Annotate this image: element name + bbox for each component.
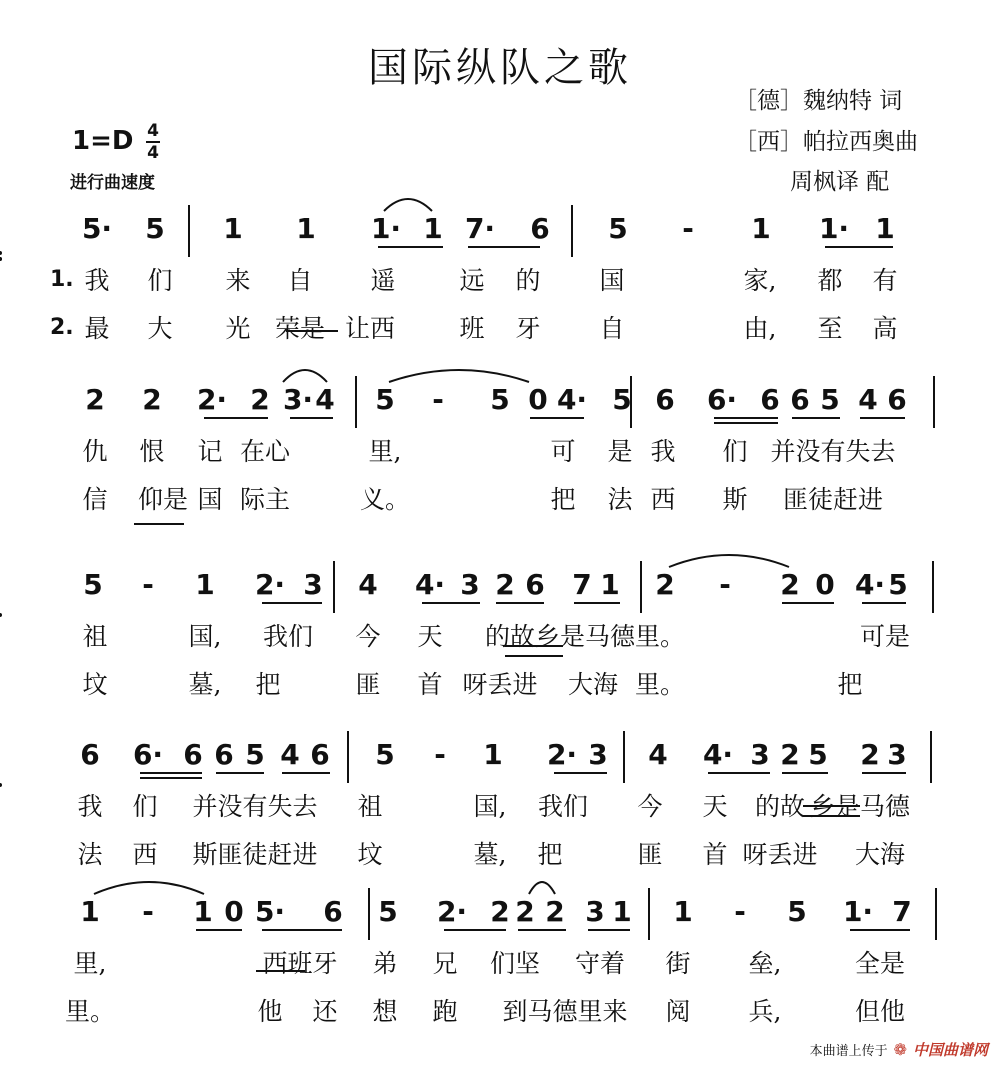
jianpu-note: 1 — [80, 895, 100, 928]
lyric-syllable: 自 — [599, 314, 625, 343]
barline — [640, 561, 642, 613]
duration-underline — [782, 602, 834, 604]
jianpu-note: 5· — [81, 212, 113, 245]
jianpu-note: - — [142, 895, 154, 928]
footer — [810, 1039, 988, 1060]
jianpu-note: 3 — [460, 568, 480, 601]
lyric-melisma-line — [134, 523, 184, 525]
duration-underline — [714, 417, 778, 424]
lyric-syllable: 首 — [702, 840, 728, 869]
duration-underline — [574, 602, 620, 604]
barline — [648, 888, 650, 940]
jianpu-note: 3 — [588, 738, 608, 771]
jianpu-note: - — [432, 383, 444, 416]
lyric-syllable: 把 — [255, 670, 281, 699]
lyric-syllable: 匪 — [637, 840, 663, 869]
slur-tie — [93, 876, 205, 896]
lyric-syllable: 兄 — [432, 949, 458, 978]
jianpu-note: 5· — [254, 895, 286, 928]
lyric-syllable: 守着 — [574, 949, 626, 978]
jianpu-note: 4· — [702, 738, 734, 771]
lyric-syllable: 都 — [817, 266, 843, 295]
low-octave-dot — [0, 251, 2, 255]
jianpu-note: - — [734, 895, 746, 928]
lyric-syllable: 他 — [257, 997, 283, 1026]
jianpu-note: 6 — [80, 738, 100, 771]
duration-underline — [422, 602, 480, 604]
song-title: 国际纵队之歌 — [368, 45, 632, 91]
jianpu-note: 2 — [860, 738, 880, 771]
jianpu-note: 5 — [145, 212, 165, 245]
lyric-syllable: 的 — [515, 266, 541, 295]
lyric-melisma-line — [286, 330, 338, 332]
lyric-syllable: 由, — [743, 314, 777, 343]
lyric-syllable: 在心 — [239, 437, 291, 466]
lyric-syllable: 但他 — [854, 997, 906, 1026]
lyric-syllable: 里, — [368, 437, 402, 466]
lyric-melisma-line — [803, 805, 860, 807]
lyric-syllable: 呀丢进 — [462, 670, 538, 699]
lyric-syllable: 把 — [537, 840, 563, 869]
jianpu-note: 7· — [464, 212, 496, 245]
jianpu-note: 5 — [83, 568, 103, 601]
lyric-syllable: 想 — [372, 997, 398, 1026]
jianpu-note: 6 — [790, 383, 810, 416]
lyric-syllable: 跑 — [432, 997, 458, 1026]
duration-underline — [782, 772, 828, 774]
duration-underline — [554, 772, 607, 774]
verse-number: 1. — [50, 267, 74, 292]
lyric-syllable: 匪 — [355, 670, 381, 699]
duration-underline — [204, 417, 268, 419]
lyric-syllable: 们 — [722, 437, 748, 466]
site-logo-icon: ❁ — [893, 1040, 907, 1059]
duration-underline — [825, 246, 893, 248]
lyric-syllable: 仰是 — [137, 485, 189, 514]
lyric-syllable: 乡是马德 — [534, 622, 636, 651]
lyric-syllable: 天 — [417, 622, 443, 651]
lyric-syllable: 国 — [197, 485, 223, 514]
jianpu-note: 1 — [423, 212, 443, 245]
lyricist-credit: ［德］魏纳特 词 — [734, 88, 903, 114]
jianpu-note: 5 — [888, 568, 908, 601]
jianpu-note: 1 — [751, 212, 771, 245]
jianpu-note: - — [719, 568, 731, 601]
low-octave-dot — [0, 257, 2, 261]
lyric-syllable: 的故 — [754, 792, 806, 821]
lyric-syllable: 把 — [550, 485, 576, 514]
jianpu-note: 1 — [875, 212, 895, 245]
lyric-syllable: 大海 — [567, 670, 619, 699]
jianpu-note: 6 — [323, 895, 343, 928]
jianpu-note: - — [142, 568, 154, 601]
jianpu-note: 4 — [858, 383, 878, 416]
slur-tie — [388, 364, 530, 384]
jianpu-note: 4· — [414, 568, 446, 601]
jianpu-note: 5 — [490, 383, 510, 416]
jianpu-note: 6 — [183, 738, 203, 771]
jianpu-note: 2 — [655, 568, 675, 601]
jianpu-note: 0 — [224, 895, 244, 928]
lyric-syllable: 有 — [872, 266, 898, 295]
composer-credit: ［西］帕拉西奥曲 — [734, 129, 918, 155]
slur-tie — [383, 193, 433, 213]
jianpu-note: 1 — [193, 895, 213, 928]
jianpu-note: 6 — [214, 738, 234, 771]
lyric-melisma-line — [803, 815, 860, 817]
jianpu-note: 2· — [254, 568, 286, 601]
lyric-syllable: 的故 — [484, 622, 536, 651]
lyric-syllable: 记 — [197, 437, 223, 466]
lyric-syllable: 匪徒赶进 — [782, 485, 884, 514]
low-octave-dot — [0, 613, 2, 617]
lyric-syllable: 高 — [872, 314, 898, 343]
lyric-syllable: 自 — [287, 266, 313, 295]
barline — [630, 376, 632, 428]
lyric-syllable: 西 — [650, 485, 676, 514]
lyric-melisma-line — [505, 645, 563, 647]
duration-underline — [196, 929, 242, 931]
jianpu-note: 2 — [250, 383, 270, 416]
jianpu-note: 1 — [483, 738, 503, 771]
lyric-syllable: 大 — [147, 314, 173, 343]
lyric-syllable: 遥 — [370, 266, 396, 295]
time-signature: 4 4 — [147, 121, 159, 163]
lyric-syllable: 首 — [417, 670, 443, 699]
jianpu-note: 5 — [245, 738, 265, 771]
site-logo: 中国曲谱网 — [912, 1041, 988, 1059]
lyric-syllable: 班 — [459, 314, 485, 343]
duration-underline — [262, 602, 322, 604]
jianpu-note: 6 — [310, 738, 330, 771]
lyric-syllable: 里。 — [634, 670, 686, 699]
lyric-syllable: 祖 — [82, 622, 108, 651]
lyric-syllable: 们 — [132, 792, 158, 821]
jianpu-note: 6 — [525, 568, 545, 601]
duration-underline — [290, 417, 333, 419]
lyric-syllable: 里。 — [64, 997, 116, 1026]
jianpu-note: 1 — [195, 568, 215, 601]
lyric-syllable: 荣是 — [274, 314, 326, 343]
duration-underline — [496, 602, 544, 604]
jianpu-note: 6 — [655, 383, 675, 416]
lyric-syllable: 我 — [84, 266, 110, 295]
barline — [571, 205, 573, 257]
lyric-syllable: 牙 — [515, 314, 541, 343]
lyric-syllable: 把 — [837, 670, 863, 699]
jianpu-note: 2· — [546, 738, 578, 771]
lyric-syllable: 墓, — [188, 670, 222, 699]
lyric-syllable: 际主 — [239, 485, 291, 514]
jianpu-note: 1 — [673, 895, 693, 928]
jianpu-note: 1 — [296, 212, 316, 245]
lyric-syllable: 可是 — [859, 622, 911, 651]
lyric-syllable: 至 — [817, 314, 843, 343]
duration-underline — [518, 929, 566, 931]
duration-underline — [792, 417, 840, 419]
duration-underline — [468, 246, 540, 248]
jianpu-note: 1· — [818, 212, 850, 245]
lyric-syllable: 斯匪徒赶进 — [192, 840, 318, 869]
lyric-syllable: 让西 — [344, 314, 396, 343]
lyric-syllable: 乡是马德 — [809, 792, 911, 821]
lyric-syllable: 西 — [132, 840, 158, 869]
slur-tie — [668, 549, 790, 569]
lyric-syllable: 大海 — [854, 840, 906, 869]
lyric-syllable: 斯 — [722, 485, 748, 514]
lyric-syllable: 恨 — [139, 437, 165, 466]
lyric-syllable: 墓, — [473, 840, 507, 869]
jianpu-note: 3 — [750, 738, 770, 771]
lyric-melisma-line — [256, 970, 305, 972]
duration-underline — [216, 772, 264, 774]
verse-number: 2. — [50, 315, 74, 340]
lyric-syllable: 我们 — [537, 792, 589, 821]
slur-tie — [282, 364, 328, 384]
jianpu-note: 4 — [315, 383, 335, 416]
lyric-syllable: 天 — [702, 792, 728, 821]
jianpu-note: 2 — [85, 383, 105, 416]
jianpu-note: 2 — [515, 895, 535, 928]
jianpu-note: 6 — [760, 383, 780, 416]
lyric-syllable: 最 — [84, 314, 110, 343]
duration-underline — [850, 929, 910, 931]
low-octave-dot — [0, 783, 2, 787]
slur-tie — [528, 876, 556, 896]
duration-underline — [444, 929, 506, 931]
lyric-syllable: 全是 — [854, 949, 906, 978]
duration-underline — [708, 772, 770, 774]
barline — [935, 888, 937, 940]
lyric-syllable: 垒, — [748, 949, 782, 978]
barline — [333, 561, 335, 613]
jianpu-note: 2 — [780, 568, 800, 601]
lyric-syllable: 义。 — [359, 485, 411, 514]
jianpu-note: 2· — [196, 383, 228, 416]
lyric-syllable: 我 — [77, 792, 103, 821]
jianpu-note: 0 — [528, 383, 548, 416]
footer-text: 本曲谱上传于 — [809, 1044, 888, 1059]
lyric-syllable: 我们 — [262, 622, 314, 651]
lyric-syllable: 信 — [82, 485, 108, 514]
lyric-syllable: 法 — [607, 485, 633, 514]
lyric-syllable: 并没有失去 — [770, 437, 896, 466]
lyric-syllable: 里。 — [634, 622, 686, 651]
duration-underline — [282, 772, 330, 774]
lyric-syllable: 国, — [188, 622, 222, 651]
lyric-syllable: 家, — [743, 266, 777, 295]
jianpu-note: 4 — [280, 738, 300, 771]
jianpu-note: 1· — [370, 212, 402, 245]
lyric-syllable: 兵, — [748, 997, 782, 1026]
lyric-syllable: 里, — [73, 949, 107, 978]
jianpu-note: 4 — [648, 738, 668, 771]
jianpu-note: 6 — [530, 212, 550, 245]
jianpu-note: 5 — [612, 383, 632, 416]
lyric-syllable: 坟 — [82, 670, 108, 699]
barline — [930, 731, 932, 783]
duration-underline — [378, 246, 443, 248]
jianpu-note: 7 — [572, 568, 592, 601]
translator-credit: 周枫译 配 — [790, 169, 890, 195]
duration-underline — [862, 602, 906, 604]
lyric-syllable: 法 — [77, 840, 103, 869]
jianpu-note: 2 — [142, 383, 162, 416]
lyric-syllable: 阅 — [665, 997, 691, 1026]
duration-underline — [588, 929, 630, 931]
jianpu-note: 2· — [436, 895, 468, 928]
jianpu-note: 2 — [495, 568, 515, 601]
duration-underline — [530, 417, 584, 419]
lyric-syllable: 远 — [459, 266, 485, 295]
jianpu-note: 3 — [585, 895, 605, 928]
jianpu-note: 6 — [887, 383, 907, 416]
duration-underline — [862, 772, 906, 774]
lyric-syllable: 西班牙 — [262, 949, 338, 978]
lyric-syllable: 并没有失去 — [192, 792, 318, 821]
barline — [347, 731, 349, 783]
jianpu-note: 6· — [706, 383, 738, 416]
barline — [933, 376, 935, 428]
jianpu-note: 5 — [608, 212, 628, 245]
lyric-syllable: 是 — [607, 437, 633, 466]
lyric-syllable: 还 — [312, 997, 338, 1026]
jianpu-note: - — [682, 212, 694, 245]
lyric-syllable: 可 — [550, 437, 576, 466]
duration-underline — [262, 929, 342, 931]
jianpu-note: 5 — [375, 383, 395, 416]
lyric-syllable: 今 — [637, 792, 663, 821]
barline — [188, 205, 190, 257]
jianpu-note: 1 — [600, 568, 620, 601]
barline — [368, 888, 370, 940]
lyric-syllable: 到马德里来 — [502, 997, 628, 1026]
lyric-syllable: 们坚 — [489, 949, 541, 978]
lyric-syllable: 坟 — [357, 840, 383, 869]
jianpu-note: 1· — [842, 895, 874, 928]
lyric-syllable: 我 — [650, 437, 676, 466]
jianpu-note: 4 — [358, 568, 378, 601]
lyric-syllable: 们 — [147, 266, 173, 295]
lyric-syllable: 来 — [225, 266, 251, 295]
jianpu-note: 5 — [820, 383, 840, 416]
jianpu-note: 1 — [612, 895, 632, 928]
jianpu-note: 2 — [780, 738, 800, 771]
jianpu-note: 2 — [545, 895, 565, 928]
jianpu-note: 0 — [815, 568, 835, 601]
jianpu-note: 5 — [378, 895, 398, 928]
duration-underline — [860, 417, 905, 419]
barline — [623, 731, 625, 783]
jianpu-note: 3 — [303, 568, 323, 601]
jianpu-note: - — [434, 738, 446, 771]
lyric-syllable: 国 — [599, 266, 625, 295]
lyric-melisma-line — [505, 655, 563, 657]
lyric-syllable: 呀丢进 — [742, 840, 818, 869]
lyric-syllable: 国, — [473, 792, 507, 821]
jianpu-note: 4· — [854, 568, 886, 601]
barline — [355, 376, 357, 428]
jianpu-note: 5 — [808, 738, 828, 771]
lyric-syllable: 街 — [665, 949, 691, 978]
jianpu-note: 2 — [490, 895, 510, 928]
jianpu-note: 7 — [892, 895, 912, 928]
lyric-syllable: 仇 — [82, 437, 108, 466]
jianpu-note: 6· — [132, 738, 164, 771]
jianpu-note: 4· — [556, 383, 588, 416]
lyric-syllable: 弟 — [372, 949, 398, 978]
jianpu-note: 3 — [887, 738, 907, 771]
lyric-syllable: 今 — [355, 622, 381, 651]
barline — [932, 561, 934, 613]
lyric-syllable: 光 — [225, 314, 251, 343]
key-signature: 1=D — [72, 126, 134, 156]
duration-underline — [140, 772, 202, 779]
jianpu-note: 1 — [223, 212, 243, 245]
jianpu-note: 5 — [787, 895, 807, 928]
jianpu-note: 3· — [282, 383, 314, 416]
jianpu-note: 5 — [375, 738, 395, 771]
tempo-marking: 进行曲速度 — [70, 173, 155, 193]
lyric-syllable: 祖 — [357, 792, 383, 821]
